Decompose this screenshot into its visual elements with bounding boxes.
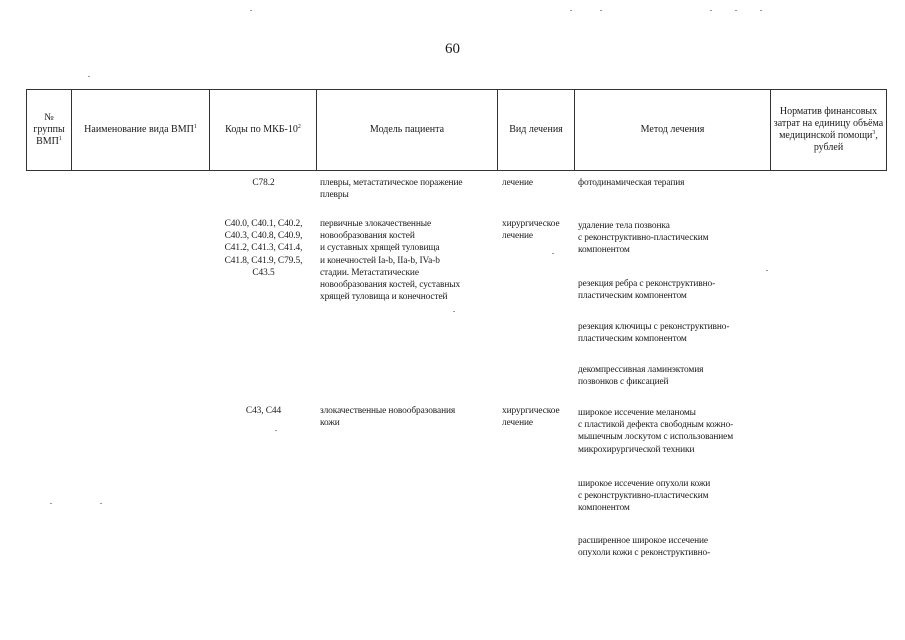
scan-speck xyxy=(760,10,762,11)
treatment-method-cell: широкое иссечение меланомы с пластикой дефекта свободным кожно- мышечным лоскутом с использованием микрохирургической техники xyxy=(578,408,734,455)
scan-speck xyxy=(710,10,712,11)
treatment-method-cell: декомпрессивная ламинэктомия позвонков с фиксацией xyxy=(578,365,704,388)
header-vmp-name xyxy=(72,89,210,171)
treatment-method-cell: фотодинамическая терапия xyxy=(578,178,685,188)
footnote-mark: 2 xyxy=(297,124,301,130)
scan-speck xyxy=(250,10,252,11)
header-group-label: № группы ВМП xyxy=(33,112,65,147)
treatment-method-cell: широкое иссечение опухоли кожи с реконструктивно-пластическим компонентом xyxy=(578,479,711,514)
header-icd-codes xyxy=(210,89,317,171)
footnote-mark: 1 xyxy=(193,124,197,130)
scan-speck xyxy=(570,10,572,11)
icd-codes-cell: С40.0, С40.1, С40.2, С40.3, С40.8, С40.9, С41.2, С41.3, С41.4, С41.8, С41.9, С79.5, С43.5 xyxy=(224,219,303,278)
page-number: 60 xyxy=(445,41,460,57)
treatment-type-cell: хирургическое лечение xyxy=(502,406,560,429)
patient-model-cell: злокачественные новообразования кожи xyxy=(320,406,456,429)
header-icd-codes-label: Коды по МКБ-10 xyxy=(225,124,298,135)
treatment-method-cell: резекция ключицы с реконструктивно- пластическим компонентом xyxy=(578,322,730,345)
scan-speck xyxy=(453,311,455,312)
header-group-number xyxy=(26,89,72,171)
header-treatment-type xyxy=(498,89,575,171)
footnote-mark: 3 xyxy=(872,130,876,136)
scan-speck xyxy=(50,503,52,504)
icd-codes-cell: С78.2 xyxy=(252,178,275,188)
scan-speck xyxy=(100,503,102,504)
treatment-method-cell: резекция ребра с реконструктивно- пластическим компонентом xyxy=(578,279,716,302)
scan-speck xyxy=(600,10,602,11)
header-treatment-type-label: Вид лечения xyxy=(509,124,563,135)
patient-model-cell: первичные злокачественные новообразования костей и суставных хрящей туловища и конечностей Ia-b, IIa-b, IVa-b стадии. Метастатические новообразования костей, суставных хрящей туловища и конечностей xyxy=(320,219,461,303)
footnote-mark: 1 xyxy=(58,136,62,142)
header-patient-model-label: Модель пациента xyxy=(369,124,445,135)
scan-speck xyxy=(766,270,768,271)
scan-speck xyxy=(735,10,737,11)
patient-model-cell: плевры, метастатическое поражение плевры xyxy=(320,178,463,201)
header-treatment-method xyxy=(575,89,771,171)
header-financial-norm-tail: , рублей xyxy=(813,130,878,153)
header-financial-norm xyxy=(771,89,887,171)
treatment-type-cell: хирургическое лечение xyxy=(502,219,560,242)
header-treatment-method-label: Метод лечения xyxy=(640,124,705,135)
header-vmp-name-label: Наименование вида ВМП xyxy=(84,124,194,135)
treatment-type-cell: лечение xyxy=(502,178,533,188)
scan-speck xyxy=(552,253,554,254)
scan-speck xyxy=(275,430,277,431)
header-patient-model xyxy=(317,89,498,171)
treatment-method-cell: расширенное широкое иссечение опухоли кожи с реконструктивно- xyxy=(578,536,711,559)
treatment-method-cell: удаление тела позвонка с реконструктивно-пластическим компонентом xyxy=(578,221,709,256)
header-financial-norm-label: Норматив финансовых затрат на единицу объёма медицинской помощи xyxy=(773,106,884,141)
icd-codes-cell: С43, С44 xyxy=(245,406,282,416)
scan-speck xyxy=(88,76,90,77)
